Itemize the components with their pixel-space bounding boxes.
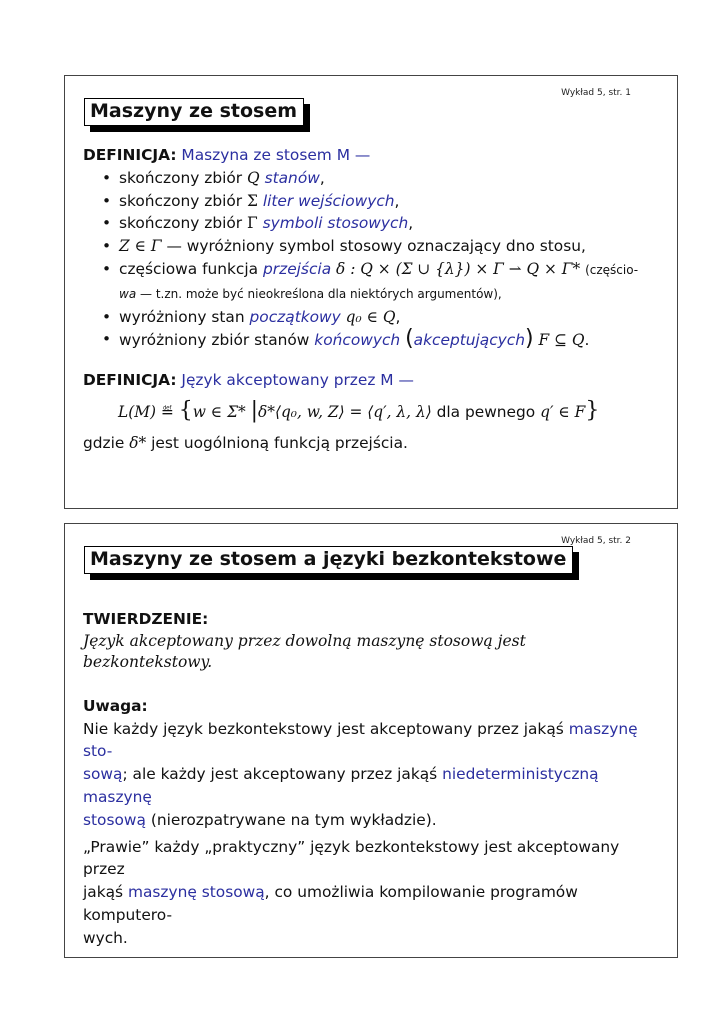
slide-title: Maszyny ze stosem a języki bezkontekstowe bbox=[84, 546, 573, 574]
language-formula: L(M) ≝ {w ∈ Σ* |δ*⟨q₀, w, Z⟩ = ⟨q′, λ, λ⟩ dla pewnego q′ ∈ F} bbox=[118, 397, 600, 423]
list-item: • częściowa funkcja przejścia δ : Q × (Σ ∪ {λ}) × Γ ⇀ Q × Γ* (częścio- wa — t.zn. może być nieokreślona dla niektórych argumentów), bbox=[83, 258, 647, 306]
list-item: • wyróżniony stan początkowy q₀ ∈ Q, bbox=[83, 306, 647, 329]
slide-2 bbox=[64, 523, 678, 958]
definition-list bbox=[83, 167, 647, 352]
definition-intro: Maszyna ze stosem M — bbox=[181, 146, 371, 164]
definition-intro: Język akceptowany przez M — bbox=[181, 371, 414, 390]
slide-body bbox=[83, 608, 647, 950]
note-heading: Uwaga: bbox=[83, 696, 148, 715]
slide-1 bbox=[64, 75, 678, 509]
page-label: Wykład 5, str. 1 bbox=[561, 88, 631, 98]
slide-body bbox=[83, 144, 647, 455]
theorem-heading: TWIERDZENIE: bbox=[83, 610, 209, 628]
definition-1 bbox=[83, 144, 647, 167]
list-item: • skończony zbiór Γ symboli stosowych, bbox=[83, 212, 647, 235]
note-paragraph-1: Nie każdy język bezkontekstowy jest akceptowany przez jakąś maszynę sto- sową; ale każdy jest akceptowany przez jakąś niedeterministyczną maszynę stosową (nierozpatrywane na tym wykładzie). bbox=[83, 719, 638, 829]
list-item: • skończony zbiór Σ liter wejściowych, bbox=[83, 190, 647, 213]
theorem-text: Język akceptowany przez dowolną maszynę stosową jest bezkontekstowy. bbox=[83, 631, 526, 671]
page-label: Wykład 5, str. 2 bbox=[561, 536, 631, 546]
slide-title: Maszyny ze stosem bbox=[84, 98, 304, 126]
where-note: gdzie δ* jest uogólnioną funkcją przejścia. bbox=[83, 433, 408, 452]
definition-heading: DEFINICJA: bbox=[83, 371, 177, 390]
definition-2 bbox=[83, 369, 647, 392]
list-item: • skończony zbiór Q stanów, bbox=[83, 167, 647, 190]
list-item: • Z ∈ Γ — wyróżniony symbol stosowy oznaczający dno stosu, bbox=[83, 235, 647, 258]
list-item: • wyróżniony zbiór stanów końcowych (akceptujących) F ⊆ Q. bbox=[83, 328, 647, 352]
definition-heading: DEFINICJA: bbox=[83, 146, 177, 164]
note-paragraph-2: „Prawie” każdy „praktyczny” język bezkontekstowy jest akceptowany przez jakąś maszynę stosową, co umożliwia kompilowanie programów komputero- wych. bbox=[83, 837, 620, 947]
